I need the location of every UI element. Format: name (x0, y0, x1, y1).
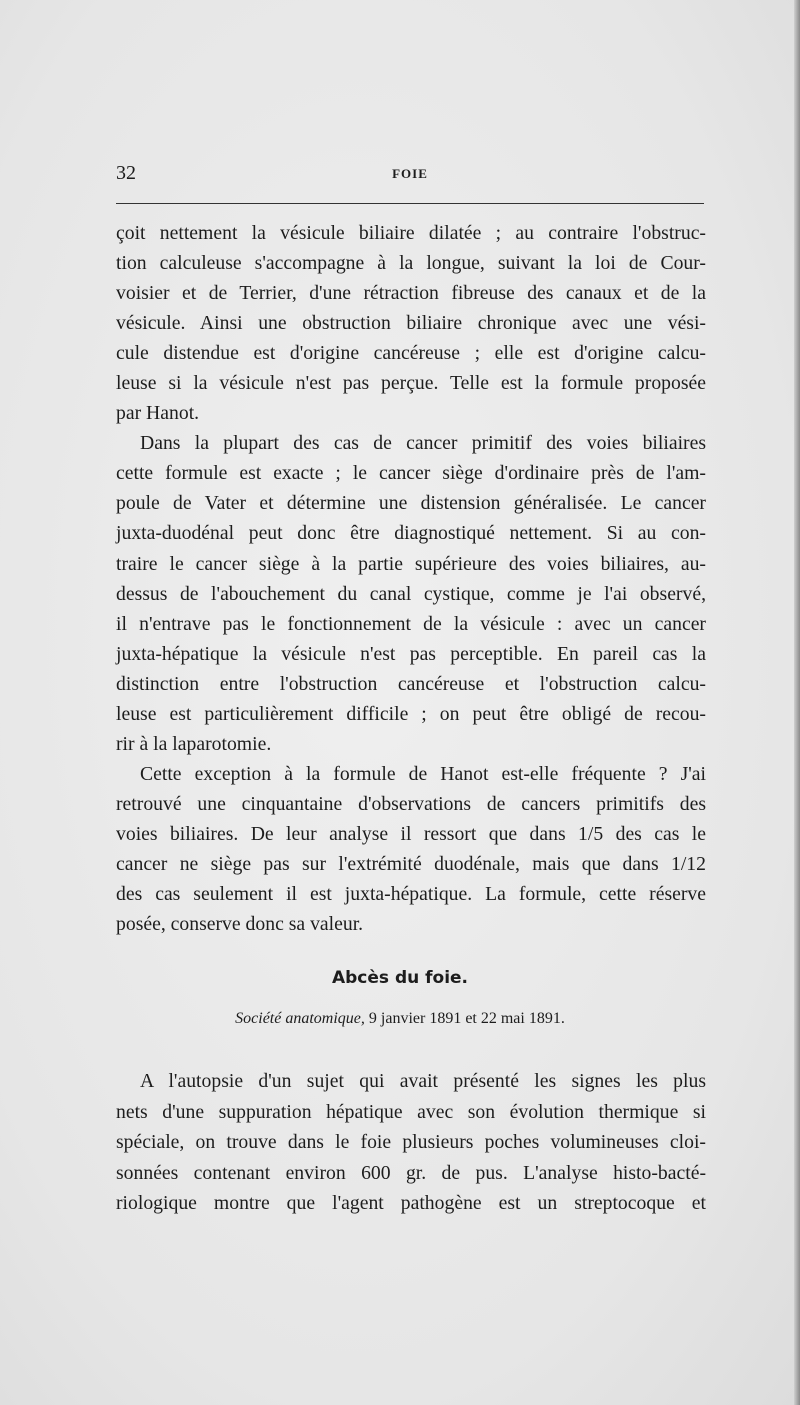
text-line: il n'entrave pas le fonctionnement de la vésicule : avec un cancer (116, 612, 706, 635)
text-line: spéciale, on trouve dans le foie plusieurs poches volumineuses cloi- (116, 1131, 706, 1153)
running-head: FOIE (392, 166, 428, 181)
text-line: des cas seulement il est juxta-hépatique. La formule, cette réserve (116, 883, 706, 906)
text-line: juxta-duodénal peut donc être diagnostiqué nettement. Si au con- (116, 522, 706, 545)
text-line: Dans la plupart des cas de cancer primitif des voies biliaires (140, 432, 706, 455)
body-text (116, 218, 706, 939)
text-line: cancer ne siège pas sur l'extrémité duodénale, mais que dans 1/12 (116, 852, 706, 875)
paragraph (116, 428, 706, 759)
section-source (0, 1010, 800, 1028)
text-line: juxta-hépatique la vésicule n'est pas perceptible. En pareil cas la (116, 642, 706, 665)
page-header (116, 160, 704, 190)
source-journal: Société anatomique, (235, 1010, 365, 1027)
text-line: voies biliaires. De leur analyse il ressort que dans 1/5 des cas le (116, 822, 706, 845)
text-line: cule distendue est d'origine cancéreuse ; elle est d'origine calcu- (116, 342, 706, 365)
text-line: voisier et de Terrier, d'une rétraction fibreuse des canaux et de la (116, 282, 706, 305)
text-line: traire le cancer siège à la partie supérieure des voies biliaires, au- (116, 552, 706, 575)
page-number: 32 (116, 162, 136, 184)
text-line: riologique montre que l'agent pathogène est un streptocoque et (116, 1192, 706, 1214)
paragraph (116, 1066, 706, 1219)
section-title: Abcès du foie. (331, 968, 469, 988)
text-line: distinction entre l'obstruction cancéreuse et l'obstruction calcu- (116, 672, 706, 695)
source-dates: 9 janvier 1891 et 22 mai 1891. (364, 1010, 565, 1027)
text-line: leuse est particulièrement difficile ; on peut être obligé de recou- (116, 702, 706, 725)
text-line: poule de Vater et détermine une distension généralisée. Le cancer (116, 492, 706, 515)
text-line: vésicule. Ainsi une obstruction biliaire chronique avec une vési- (116, 312, 706, 335)
text-line: Cette exception à la formule de Hanot est-elle fréquente ? J'ai (140, 762, 706, 785)
text-line: retrouvé une cinquantaine d'observations de cancers primitifs des (116, 792, 706, 815)
header-rule (116, 203, 704, 204)
text-line: nets d'une suppuration hépatique avec son évolution thermique si (116, 1100, 706, 1123)
text-line: çoit nettement la vésicule biliaire dilatée ; au contraire l'obstruc- (116, 222, 706, 244)
text-line: posée, conserve donc sa valeur. (116, 913, 364, 936)
page-edge (794, 0, 800, 1405)
text-line: sonnées contenant environ 600 gr. de pus. L'analyse histo-bacté- (116, 1161, 706, 1184)
text-line: leuse si la vésicule n'est pas perçue. Telle est la formule proposée (116, 372, 706, 395)
body-text-2 (116, 1066, 706, 1219)
paragraph (116, 759, 706, 939)
paragraph (116, 218, 706, 428)
text-line: tion calculeuse s'accompagne à la longue, suivant la loi de Cour- (116, 252, 706, 275)
text-line: par Hanot. (116, 402, 200, 425)
text-line: cette formule est exacte ; le cancer siège d'ordinaire près de l'am- (116, 462, 706, 485)
text-line: dessus de l'abouchement du canal cystique, comme je l'ai observé, (116, 582, 706, 605)
text-line: rir à la laparotomie. (116, 732, 272, 755)
text-line: A l'autopsie d'un sujet qui avait présenté les signes les plus (140, 1070, 706, 1092)
